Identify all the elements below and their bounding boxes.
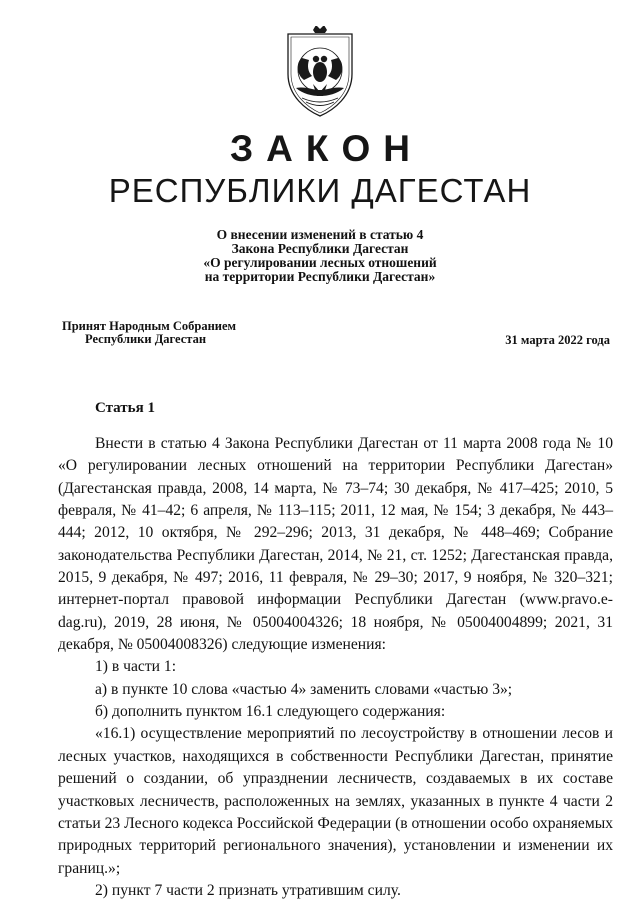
adoption-block [62,320,236,346]
article-paragraph: б) дополнить пунктом 16.1 следующего содержания: [95,703,446,721]
article-body [58,433,613,902]
article-paragraph: 2) пункт 7 части 2 признать утратившим силу. [95,881,401,899]
subtitle-line: Закона Республики Дагестан [231,241,409,256]
law-title: ЗАКОН [230,128,423,169]
article-paragraph: 1) в части 1: [95,658,177,676]
article-title: Статья 1 [95,400,155,416]
coat-of-arms-eagle-icon [282,26,358,118]
subtitle-line: «О регулировании лесных отношений [203,255,437,270]
article-paragraph: а) в пункте 10 слова «частью 4» заменить словами «частью 3»; [95,680,513,698]
adoption-line-1: Принят Народным Собранием [62,319,237,333]
article-paragraph: Внести в статью 4 Закона Республики Дагестан от 11 марта 2008 года № 10 «О регулировании лесных отношений на территории Республики Дагестан» (Дагестанская правда, 2008, 14 марта, № 73–74; 30 декабря, № 417–425; 2010, 5 февраля, № 41–42; 6 апреля, № 113–115; 2011, 12 мая, № 154; 3 декабря, № 443–444; 2012, 10 октября, № 292–296; 2013, 31 декабря, № 448–469; Собрание законодательства Республики Дагестан, 2014, № 21, ст. 1252; Дагестанская правда, 2015, 9 декабря, № 497; 2016, 11 февраля, № 29–30; 2017, 9 ноября, № 320–321; интернет-портал правовой информации Республики Дагестан (www.pravo.e-dag.ru), 2019, 28 июня, № 05004004326; 18 ноября, № 05004004899; 2021, 31 декабря, № 05004008326) следующие изменения: [58,435,613,654]
republic-name: РЕСПУБЛИКИ ДАГЕСТАН [108,172,532,209]
subtitle-line: О внесении изменений в статью 4 [216,227,424,242]
adoption-line-2: Республики Дагестан [85,332,207,346]
adoption-date: 31 марта 2022 года [505,333,610,347]
law-subtitle [0,228,640,284]
subtitle-line: на территории Республики Дагестан» [204,269,436,284]
article-paragraph: «16.1) осуществление мероприятий по лесоустройству в отношении лесов и лесных участков, находящихся в собственности Республики Дагестан, принятие решений о создании, об упразднении лесничеств, создаваемых в их составе участковых лесничеств, расположенных на землях, указанных в пункте 4 части 2 статьи 23 Лесного кодекса Российской Федерации (в отношении особо охраняемых природных территорий регионального значения), установлении и изменении их границ.»; [58,725,613,877]
